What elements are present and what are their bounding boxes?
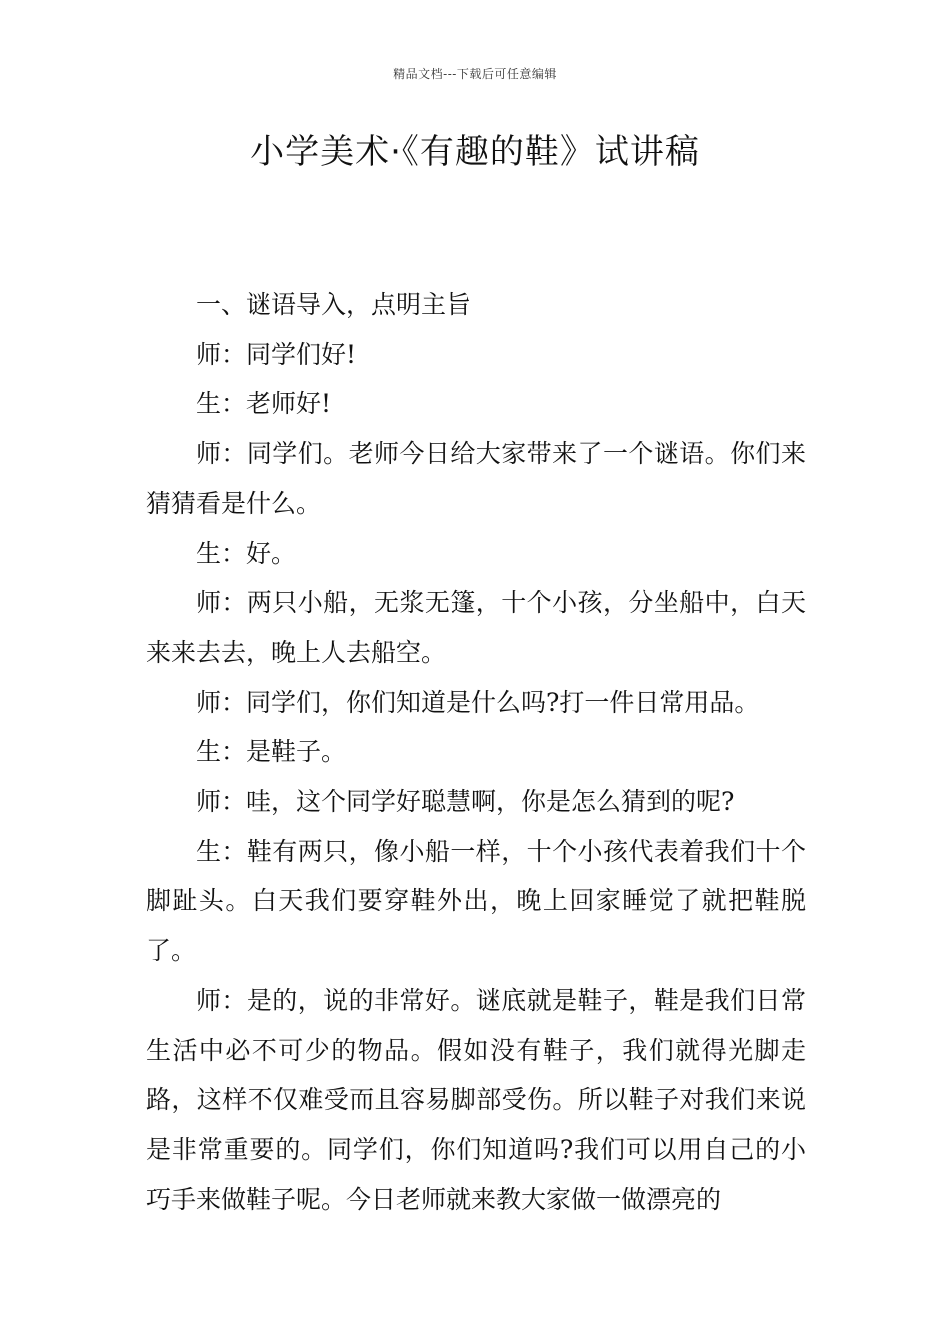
- document-body: [146, 280, 806, 1224]
- paragraph: 一、谜语导入，点明主旨: [196, 290, 472, 319]
- document-title: 小学美术·《有趣的鞋》试讲稿: [250, 132, 700, 172]
- paragraph: 师：同学们好!: [196, 339, 357, 369]
- paragraph: 生：老师好!: [196, 389, 332, 419]
- paragraph: 师：同学们。老师今日给大家带来了一个谜语。你们来猜猜看是什么。: [146, 439, 806, 518]
- paragraph: 生：是鞋子。: [196, 737, 347, 767]
- paragraph: 生：鞋有两只，像小船一样，十个小孩代表着我们十个脚趾头。白天我们要穿鞋外出，晚上回家睡觉了就把鞋脱了。: [146, 836, 806, 966]
- paragraph: 生：好。: [196, 538, 297, 568]
- paragraph: 师：两只小船，无浆无篷，十个小孩，分坐船中，白天来来去去，晚上人去船空。: [146, 588, 806, 667]
- header-note: 精品文档---下载后可任意编辑: [393, 67, 557, 81]
- paragraph: 师：是的，说的非常好。谜底就是鞋子，鞋是我们日常生活中必不可少的物品。假如没有鞋子，我们就得光脚走路，这样不仅难受而且容易脚部受伤。所以鞋子对我们来说是非常重要的。同学们，你们知道吗?我们可以用自己的小巧手来做鞋子呢。今日老师就来教大家做一做漂亮的: [146, 985, 806, 1214]
- paragraph: 师：哇，这个同学好聪慧啊，你是怎么猜到的呢?: [196, 787, 735, 817]
- paragraph: 师：同学们，你们知道是什么吗?打一件日常用品。: [196, 687, 760, 717]
